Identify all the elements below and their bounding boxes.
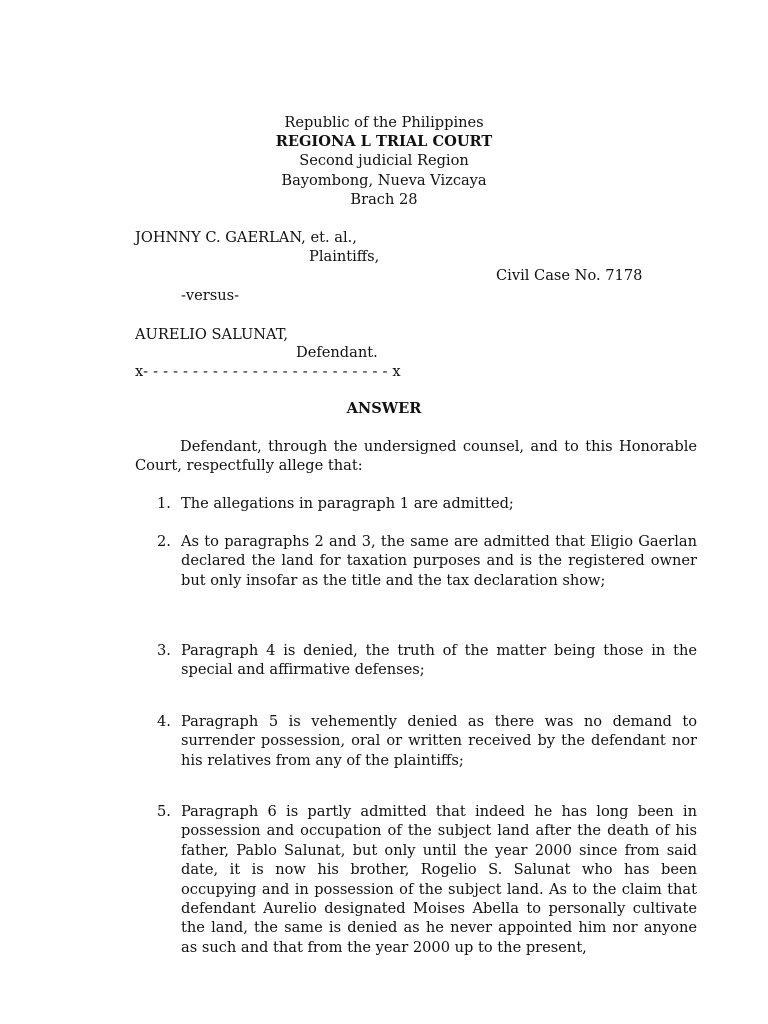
header-region: Second judicial Region bbox=[299, 152, 469, 170]
intro-paragraph bbox=[135, 437, 697, 476]
defendant-role: Defendant. bbox=[296, 344, 378, 361]
item-text: The allegations in paragraph 1 are admitted; bbox=[181, 495, 514, 512]
item-number: 1. bbox=[157, 495, 171, 512]
item-number: 2. bbox=[157, 533, 171, 550]
header-republic: Republic of the Philippines bbox=[284, 114, 484, 131]
defendant-name: AURELIO SALUNAT, bbox=[135, 326, 289, 343]
header-court-name: REGIONA L TRIAL COURT bbox=[275, 133, 493, 151]
header-branch: Brach 28 bbox=[350, 190, 418, 208]
item-text: Paragraph 5 is vehemently denied as there was no demand to surrender possession, oral or written received by the defendant nor his relatives from any of the plaintiffs; bbox=[181, 713, 697, 769]
item-number: 5. bbox=[157, 803, 171, 820]
plaintiff-name: JOHNNY C. GAERLAN, et. al., bbox=[135, 229, 357, 246]
header-location: Bayombong, Nueva Vizcaya bbox=[281, 171, 487, 189]
item-number: 3. bbox=[157, 642, 171, 659]
plaintiff-role: Plaintiffs, bbox=[309, 248, 380, 265]
item-text: Paragraph 4 is denied, the truth of the matter being those in the special and affirmative defenses; bbox=[181, 642, 697, 679]
caption-separator: x- - - - - - - - - - - - - - - - - - - - - - - - - x bbox=[135, 363, 401, 380]
versus-label: -versus- bbox=[181, 287, 240, 304]
case-number: Civil Case No. 7178 bbox=[496, 267, 643, 284]
item-number: 4. bbox=[157, 713, 171, 730]
court-header bbox=[0, 113, 768, 209]
item-text: Paragraph 6 is partly admitted that indeed he has long been in possession and occupation of the subject land after the death of his father, Pablo Salunat, but only until the year 2000 since from said date, it is now his brother, Rogelio S. Salunat who has been occupying and in possession of the subject land. As to the claim that defendant Aurelio designated Moises Abella to personally cultivate the land, the same is denied as he never appointed him nor anyone as such and that from the year 2000 up to the present, bbox=[181, 803, 697, 956]
intro-text: Defendant, through the undersigned counsel, and to this Honorable Court, respectfully allege that: bbox=[135, 438, 697, 475]
item-text: As to paragraphs 2 and 3, the same are admitted that Eligio Gaerlan declared the land for taxation purposes and is the registered owner but only insofar as the title and the tax declaration show; bbox=[181, 533, 697, 589]
document-title: ANSWER bbox=[346, 400, 422, 417]
